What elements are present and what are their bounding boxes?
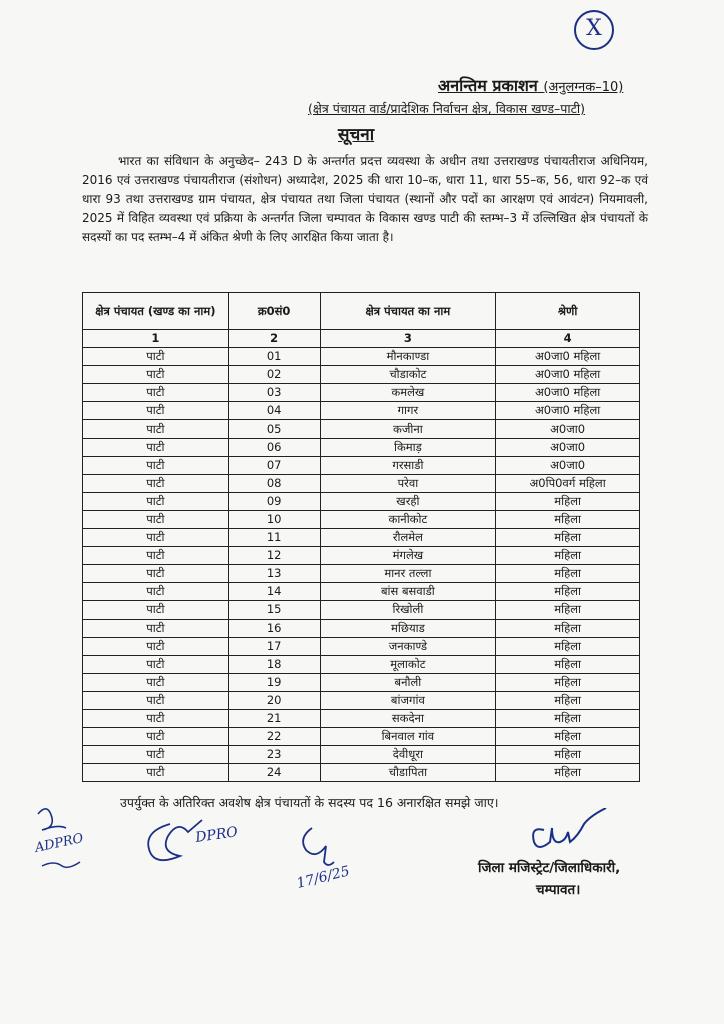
table-row — [83, 510, 640, 528]
table-row — [83, 583, 640, 601]
cell-serial: 23 — [228, 746, 320, 764]
cell-category: अ0पि0वर्ग महिला — [496, 474, 640, 492]
reservation-table — [82, 292, 640, 782]
cell-category: अ0जा0 — [496, 456, 640, 474]
cell-category: अ0जा0 — [496, 438, 640, 456]
cell-serial: 18 — [228, 655, 320, 673]
cell-block: पाटी — [83, 384, 229, 402]
column-number-row — [83, 330, 640, 348]
cell-serial: 13 — [228, 565, 320, 583]
column-number: 3 — [320, 330, 496, 348]
cell-panchayat-name: बांस बसवाडी — [320, 583, 496, 601]
table-row — [83, 764, 640, 782]
table-row — [83, 565, 640, 583]
notice-body-text: भारत का संविधान के अनुच्छेद– 243 D के अन्तर्गत प्रदत्त व्यवस्था के अधीन तथा उत्तराखण्ड पंचायतीराज अधिनियम, 2016 एवं उत्तराखण्ड पंचायतीराज (संशोधन) अध्यादेश, 2025 की धारा 10–क, धारा 11, धारा 55–क, 56, धारा 92–क एवं धारा 93 तथा उत्तराखण्ड ग्राम पंचायत, क्षेत्र पंचायत तथा जिला पंचायत (स्थानों और पदों का आरक्षण एवं आवंटन) नियमावली, 2025 में विहित व्यवस्था एवं प्रक्रिया के अन्तर्गत जिला चम्पावत के विकास खण्ड पाटी की स्तम्भ–3 में उल्लिखित क्षेत्र पंचायतों के सदस्यों का पद स्तम्भ–4 में अंकित श्रेणी के लिए आरक्षित किया जाता है। — [82, 154, 648, 244]
header-panchayat-name: क्षेत्र पंचायत का नाम — [320, 293, 496, 330]
cell-serial: 14 — [228, 583, 320, 601]
table-row — [83, 492, 640, 510]
handwritten-signature-center — [140, 812, 270, 872]
table-row — [83, 601, 640, 619]
cell-block: पाटी — [83, 402, 229, 420]
table-row — [83, 529, 640, 547]
cell-category: महिला — [496, 673, 640, 691]
cell-panchayat-name: कजीना — [320, 420, 496, 438]
cell-category: अ0जा0 महिला — [496, 384, 640, 402]
left-note-text: ADPRO — [33, 831, 85, 856]
cell-category: महिला — [496, 691, 640, 709]
cell-serial: 15 — [228, 601, 320, 619]
date-text: 17/6/25 — [295, 863, 352, 892]
cell-block: पाटी — [83, 510, 229, 528]
cell-serial: 06 — [228, 438, 320, 456]
cell-panchayat-name: मंगलेख — [320, 547, 496, 565]
cell-block: पाटी — [83, 673, 229, 691]
cell-serial: 11 — [228, 529, 320, 547]
table-row — [83, 728, 640, 746]
table-row — [83, 348, 640, 366]
handwritten-date-initial — [288, 820, 378, 900]
notice-body — [82, 152, 648, 247]
cell-category: महिला — [496, 547, 640, 565]
cell-category: महिला — [496, 510, 640, 528]
cell-serial: 24 — [228, 764, 320, 782]
cell-category: महिला — [496, 728, 640, 746]
header-category: श्रेणी — [496, 293, 640, 330]
document-subtitle: (क्षेत्र पंचायत वार्ड/प्रादेशिक निर्वाचन क्षेत्र, विकास खण्ड–पाटी) — [308, 101, 586, 116]
cell-serial: 09 — [228, 492, 320, 510]
cell-block: पाटी — [83, 746, 229, 764]
cell-category: महिला — [496, 583, 640, 601]
table-body — [83, 330, 640, 782]
cell-panchayat-name: सकदेना — [320, 709, 496, 727]
cell-block: पाटी — [83, 492, 229, 510]
cell-panchayat-name: चौडापिता — [320, 764, 496, 782]
column-number: 2 — [228, 330, 320, 348]
title-text: अनन्तिम प्रकाशन — [438, 76, 538, 95]
cell-block: पाटी — [83, 547, 229, 565]
signatory-place: चम्पावत। — [536, 882, 581, 898]
cell-block: पाटी — [83, 583, 229, 601]
cell-serial: 05 — [228, 420, 320, 438]
cell-block: पाटी — [83, 420, 229, 438]
column-number: 1 — [83, 330, 229, 348]
cell-category: महिला — [496, 601, 640, 619]
cell-block: पाटी — [83, 438, 229, 456]
table-row — [83, 547, 640, 565]
cell-block: पाटी — [83, 764, 229, 782]
handwritten-initials-left — [26, 800, 96, 880]
table-row — [83, 402, 640, 420]
cell-serial: 08 — [228, 474, 320, 492]
cell-panchayat-name: परेवा — [320, 474, 496, 492]
cell-category: महिला — [496, 492, 640, 510]
cell-serial: 04 — [228, 402, 320, 420]
notice-heading: सूचना — [338, 125, 375, 145]
cell-block: पाटी — [83, 474, 229, 492]
cell-serial: 19 — [228, 673, 320, 691]
cell-panchayat-name: कमलेख — [320, 384, 496, 402]
cell-category: महिला — [496, 529, 640, 547]
cell-block: पाटी — [83, 728, 229, 746]
table-row — [83, 637, 640, 655]
cell-panchayat-name: बांजगांव — [320, 691, 496, 709]
cell-serial: 01 — [228, 348, 320, 366]
cell-serial: 12 — [228, 547, 320, 565]
cell-serial: 21 — [228, 709, 320, 727]
cell-panchayat-name: किमाड़ — [320, 438, 496, 456]
table-row — [83, 456, 640, 474]
cell-block: पाटी — [83, 348, 229, 366]
center-note-text: DPRO — [194, 824, 239, 846]
cell-serial: 07 — [228, 456, 320, 474]
annexure-label: (अनुलग्नक–10) — [543, 80, 624, 95]
cell-serial: 03 — [228, 384, 320, 402]
table-row — [83, 438, 640, 456]
cell-category: अ0जा0 महिला — [496, 366, 640, 384]
cell-category: अ0जा0 महिला — [496, 348, 640, 366]
cell-block: पाटी — [83, 565, 229, 583]
cell-panchayat-name: चौडाकोट — [320, 366, 496, 384]
table-row — [83, 420, 640, 438]
corner-cross-mark — [574, 10, 614, 50]
table-row — [83, 655, 640, 673]
column-number: 4 — [496, 330, 640, 348]
cell-panchayat-name: गागर — [320, 402, 496, 420]
cell-category: महिला — [496, 565, 640, 583]
cell-block: पाटी — [83, 456, 229, 474]
cell-category: अ0जा0 — [496, 420, 640, 438]
table-row — [83, 366, 640, 384]
cell-category: महिला — [496, 746, 640, 764]
cell-block: पाटी — [83, 655, 229, 673]
district-magistrate-signature — [524, 808, 614, 854]
cell-serial: 20 — [228, 691, 320, 709]
table-row — [83, 384, 640, 402]
cell-category: महिला — [496, 709, 640, 727]
cell-block: पाटी — [83, 691, 229, 709]
cell-block: पाटी — [83, 637, 229, 655]
table-header-row — [83, 293, 640, 330]
cell-panchayat-name: खरही — [320, 492, 496, 510]
cell-panchayat-name: बिनवाल गांव — [320, 728, 496, 746]
cell-category: महिला — [496, 619, 640, 637]
document-title — [438, 74, 623, 96]
cell-panchayat-name: बनौली — [320, 673, 496, 691]
cell-serial: 16 — [228, 619, 320, 637]
cell-category: अ0जा0 महिला — [496, 402, 640, 420]
cell-panchayat-name: रिखोली — [320, 601, 496, 619]
cell-panchayat-name: मछियाड — [320, 619, 496, 637]
signatory-title: जिला मजिस्ट्रेट/जिलाधिकारी, — [478, 860, 621, 876]
cell-panchayat-name: कानीकोट — [320, 510, 496, 528]
cell-block: पाटी — [83, 709, 229, 727]
footnote: उपर्युक्त के अतिरिक्त अवशेष क्षेत्र पंचायतों के सदस्य पद 16 अनारक्षित समझे जाए। — [120, 795, 499, 810]
table-row — [83, 474, 640, 492]
table-row — [83, 673, 640, 691]
cell-serial: 02 — [228, 366, 320, 384]
header-block: क्षेत्र पंचायत (खण्ड का नाम) — [83, 293, 229, 330]
cell-panchayat-name: रौलमेल — [320, 529, 496, 547]
cell-panchayat-name: मानर तल्ला — [320, 565, 496, 583]
cell-category: महिला — [496, 764, 640, 782]
cell-serial: 17 — [228, 637, 320, 655]
table-row — [83, 619, 640, 637]
cell-serial: 10 — [228, 510, 320, 528]
cell-panchayat-name: मौनकाण्डा — [320, 348, 496, 366]
cell-panchayat-name: मूलाकोट — [320, 655, 496, 673]
header-serial: क्र0सं0 — [228, 293, 320, 330]
cell-category: महिला — [496, 637, 640, 655]
cell-block: पाटी — [83, 601, 229, 619]
table-row — [83, 746, 640, 764]
cell-serial: 22 — [228, 728, 320, 746]
cell-block: पाटी — [83, 366, 229, 384]
cell-panchayat-name: देवीधूरा — [320, 746, 496, 764]
table-row — [83, 709, 640, 727]
corner-mark-text: X — [586, 16, 602, 41]
cell-category: महिला — [496, 655, 640, 673]
cell-panchayat-name: जनकाण्डे — [320, 637, 496, 655]
cell-block: पाटी — [83, 529, 229, 547]
cell-panchayat-name: गरसाडी — [320, 456, 496, 474]
table-row — [83, 691, 640, 709]
cell-block: पाटी — [83, 619, 229, 637]
